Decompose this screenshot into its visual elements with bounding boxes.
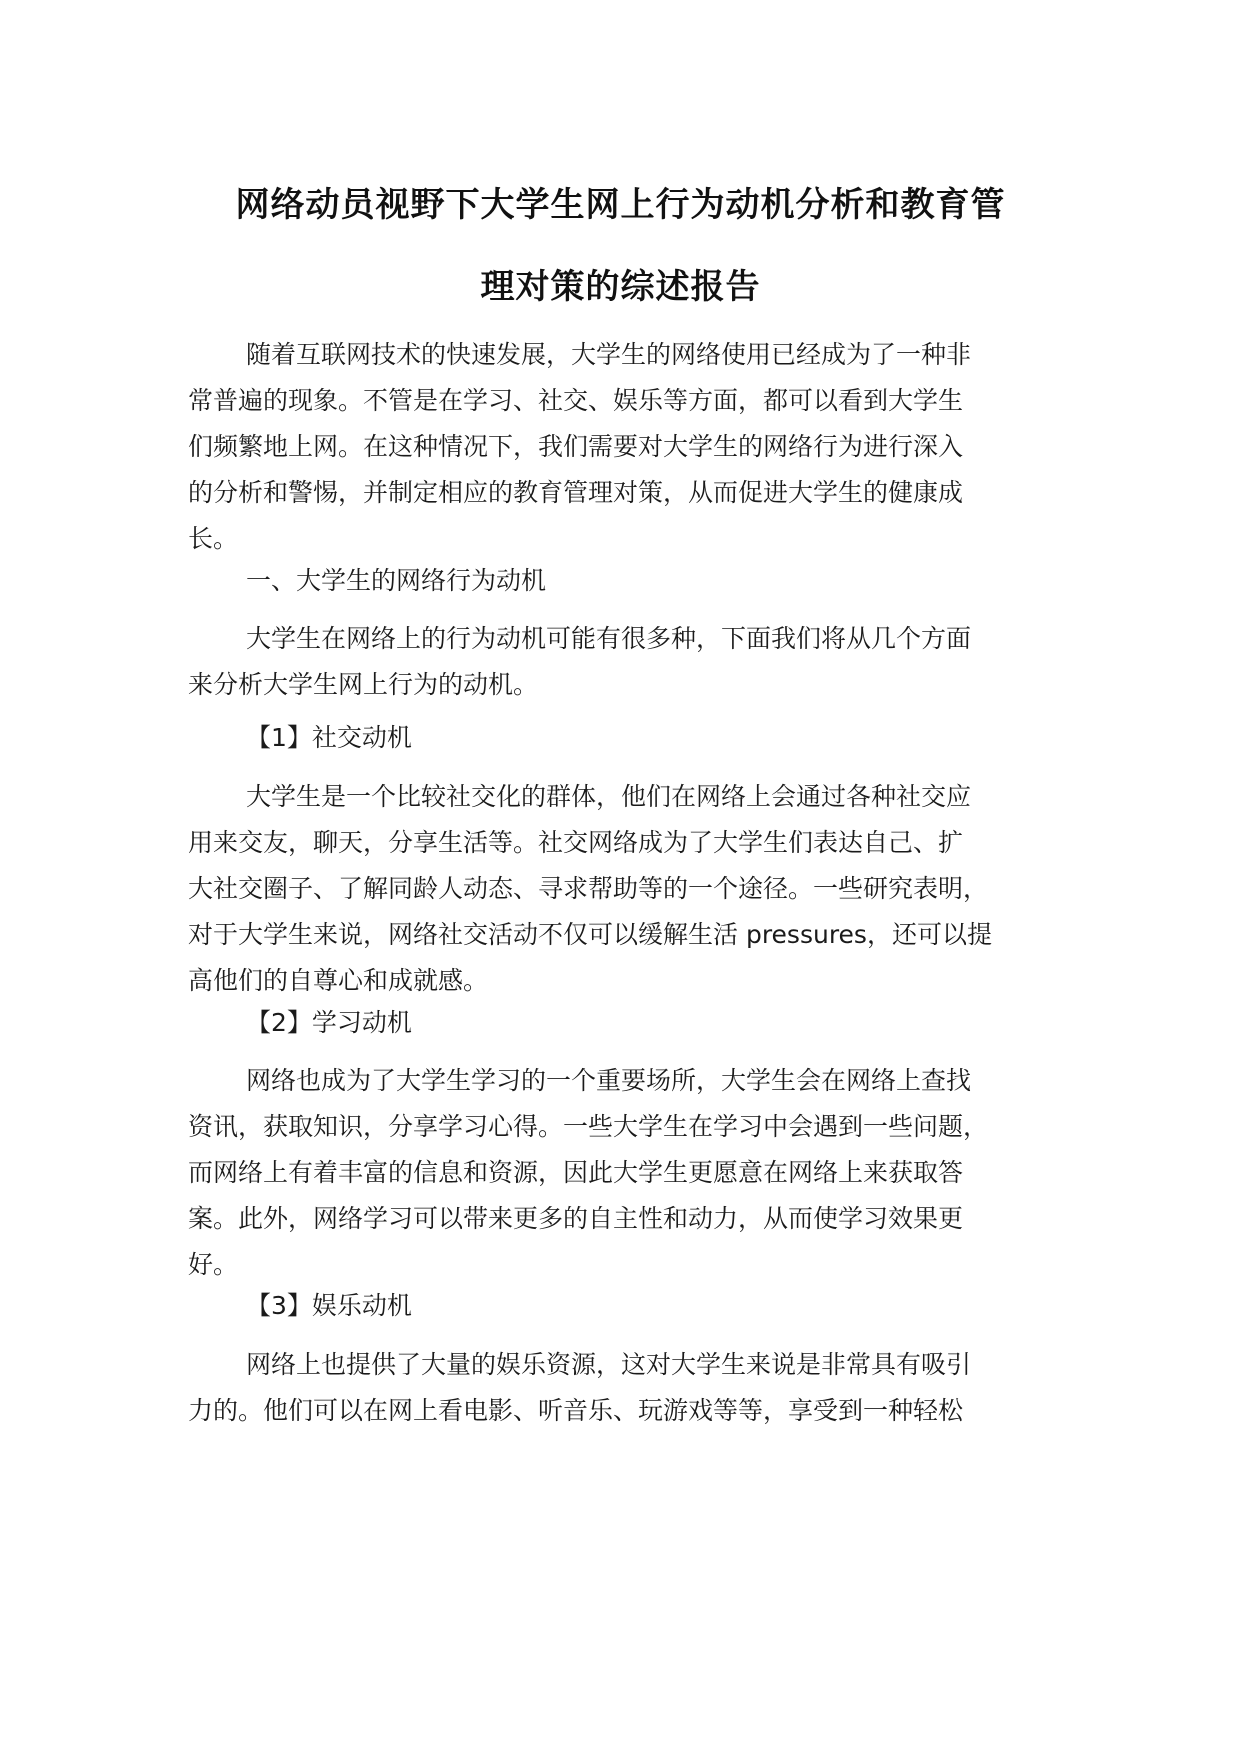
subsection-1-paragraph [188, 774, 1088, 1004]
text-line: 对于大学生来说，网络社交活动不仅可以缓解生活 pressures，还可以提 [188, 920, 992, 949]
text-line: 大学生在网络上的行为动机可能有很多种，下面我们将从几个方面 [246, 624, 972, 653]
subsection-2-heading [188, 1000, 1088, 1046]
subsection-3-paragraph [188, 1342, 1088, 1434]
text-line: 网络上也提供了大量的娱乐资源，这对大学生来说是非常具有吸引 [246, 1350, 972, 1379]
text-line: 长。 [188, 524, 239, 553]
subsection-3-heading [188, 1283, 1088, 1329]
text-line: 常普遍的现象。不管是在学习、社交、娱乐等方面，都可以看到大学生 [188, 386, 964, 415]
heading-text: 【3】娱乐动机 [246, 1291, 412, 1320]
document-title-line-1: 网络动员视野下大学生网上行为动机分析和教育管 [235, 185, 1006, 225]
text-line: 好。 [188, 1250, 239, 1279]
subsection-1-heading [188, 715, 1088, 761]
text-line: 力的。他们可以在网上看电影、听音乐、玩游戏等等，享受到一种轻松 [188, 1396, 964, 1425]
text-line: 们频繁地上网。在这种情况下，我们需要对大学生的网络行为进行深入 [188, 432, 964, 461]
section-1-intro-paragraph [188, 616, 1088, 708]
heading-text: 一、大学生的网络行为动机 [246, 566, 547, 595]
text-line: 大社交圈子、了解同龄人动态、寻求帮助等的一个途径。一些研究表明， [188, 874, 989, 903]
text-line: 而网络上有着丰富的信息和资源，因此大学生更愿意在网络上来获取答 [188, 1158, 964, 1187]
intro-paragraph [188, 332, 1088, 562]
text-line: 高他们的自尊心和成就感。 [188, 966, 489, 995]
heading-text: 【1】社交动机 [246, 723, 412, 752]
text-line: 用来交友，聊天，分享生活等。社交网络成为了大学生们表达自己、扩 [188, 828, 964, 857]
text-line: 来分析大学生网上行为的动机。 [188, 670, 539, 699]
text-line: 的分析和警惕，并制定相应的教育管理对策，从而促进大学生的健康成 [188, 478, 964, 507]
heading-text: 【2】学习动机 [246, 1008, 412, 1037]
section-1-heading [188, 558, 1088, 604]
text-line: 大学生是一个比较社交化的群体，他们在网络上会通过各种社交应 [246, 782, 972, 811]
text-line: 资讯，获取知识，分享学习心得。一些大学生在学习中会遇到一些问题， [188, 1112, 989, 1141]
subsection-2-paragraph [188, 1058, 1088, 1288]
text-line: 网络也成为了大学生学习的一个重要场所，大学生会在网络上查找 [246, 1066, 972, 1095]
document-title-line-2: 理对策的综述报告 [480, 267, 761, 307]
text-line: 随着互联网技术的快速发展，大学生的网络使用已经成为了一种非 [246, 340, 972, 369]
text-line: 案。此外，网络学习可以带来更多的自主性和动力，从而使学习效果更 [188, 1204, 964, 1233]
